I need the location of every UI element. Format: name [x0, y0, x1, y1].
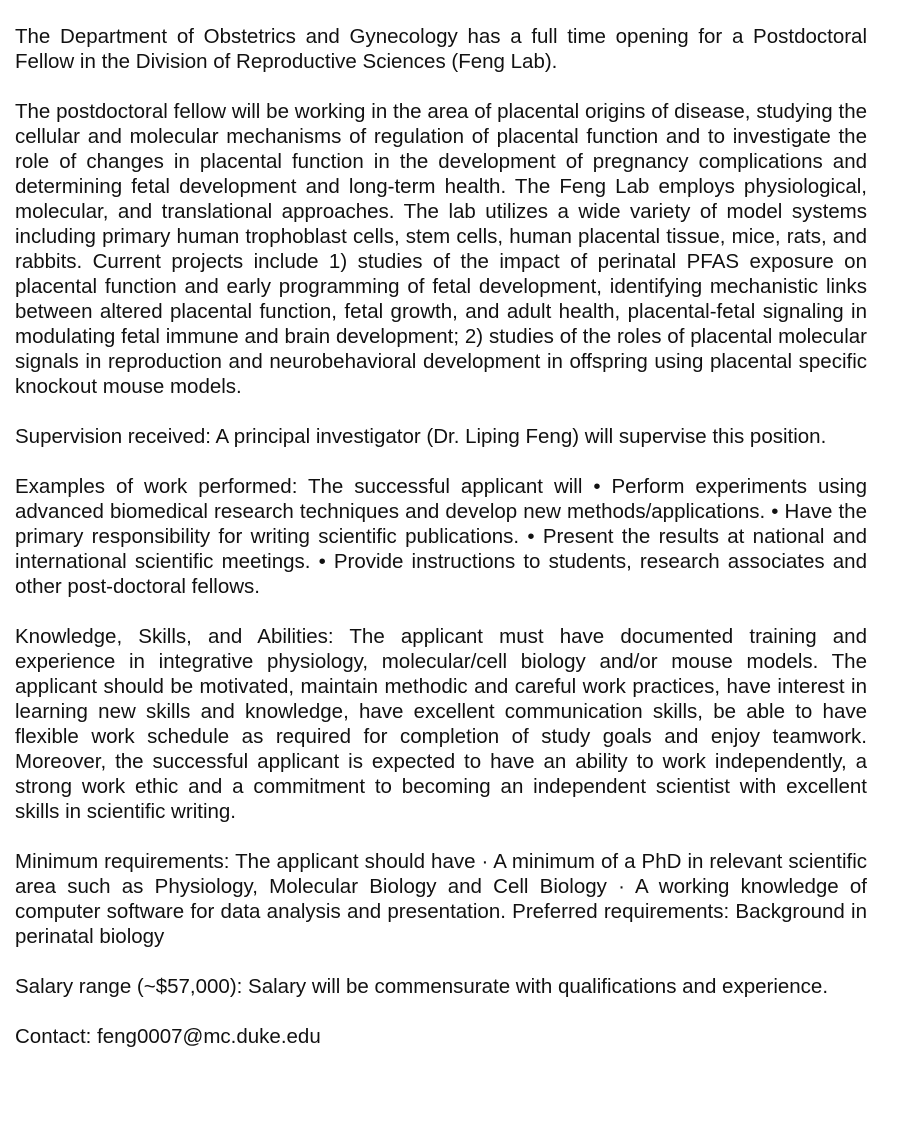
minimum-requirements-paragraph: Minimum requirements: The applicant should have · A minimum of a PhD in relevant scientific area such as Physiology, Molecular Biology and Cell Biology · A working knowledge of computer software for data analysis and presentation. Preferred requirements: Background in perinatal biology	[15, 850, 867, 948]
supervision-paragraph: Supervision received: A principal investigator (Dr. Liping Feng) will supervise this position.	[15, 425, 827, 448]
job-posting-document	[15, 24, 867, 1074]
knowledge-skills-paragraph: Knowledge, Skills, and Abilities: The applicant must have documented training and experience in integrative physiology, molecular/cell biology and/or mouse models. The applicant should be motivated, maintain methodic and careful work practices, have interest in learning new skills and knowledge, have excellent communication skills, be able to have flexible work schedule as required for completion of study goals and enjoy teamwork. Moreover, the successful applicant is expected to have an ability to work independently, a strong work ethic and a commitment to becoming an independent scientist with excellent skills in scientific writing.	[15, 625, 867, 823]
intro-paragraph: The Department of Obstetrics and Gynecology has a full time opening for a Postdoctoral Fellow in the Division of Reproductive Sciences (Feng Lab).	[15, 25, 867, 73]
work-performed-paragraph: Examples of work performed: The successful applicant will • Perform experiments using advanced biomedical research techniques and develop new methods/applications. • Have the primary responsibility for writing scientific publications. • Present the results at national and international scientific meetings. • Provide instructions to students, research associates and other post-doctoral fellows.	[15, 475, 867, 598]
research-description-paragraph: The postdoctoral fellow will be working in the area of placental origins of disease, studying the cellular and molecular mechanisms of regulation of placental function and to investigate the role of changes in placental function in the development of pregnancy complications and determining fetal development and long-term health. The Feng Lab employs physiological, molecular, and translational approaches. The lab utilizes a wide variety of model systems including primary human trophoblast cells, stem cells, human placental tissue, mice, rats, and rabbits. Current projects include 1) studies of the impact of perinatal PFAS exposure on placental function and early programming of fetal development, identifying mechanistic links between altered placental function, fetal growth, and adult health, placental-fetal signaling in modulating fetal immune and brain development; 2) studies of the roles of placental molecular signals in reproduction and neurobehavioral development in offspring using placental specific knockout mouse models.	[15, 100, 867, 398]
salary-paragraph: Salary range (~$57,000): Salary will be commensurate with qualifications and experience.	[15, 975, 829, 998]
contact-paragraph: Contact: feng0007@mc.duke.edu	[15, 1025, 321, 1048]
